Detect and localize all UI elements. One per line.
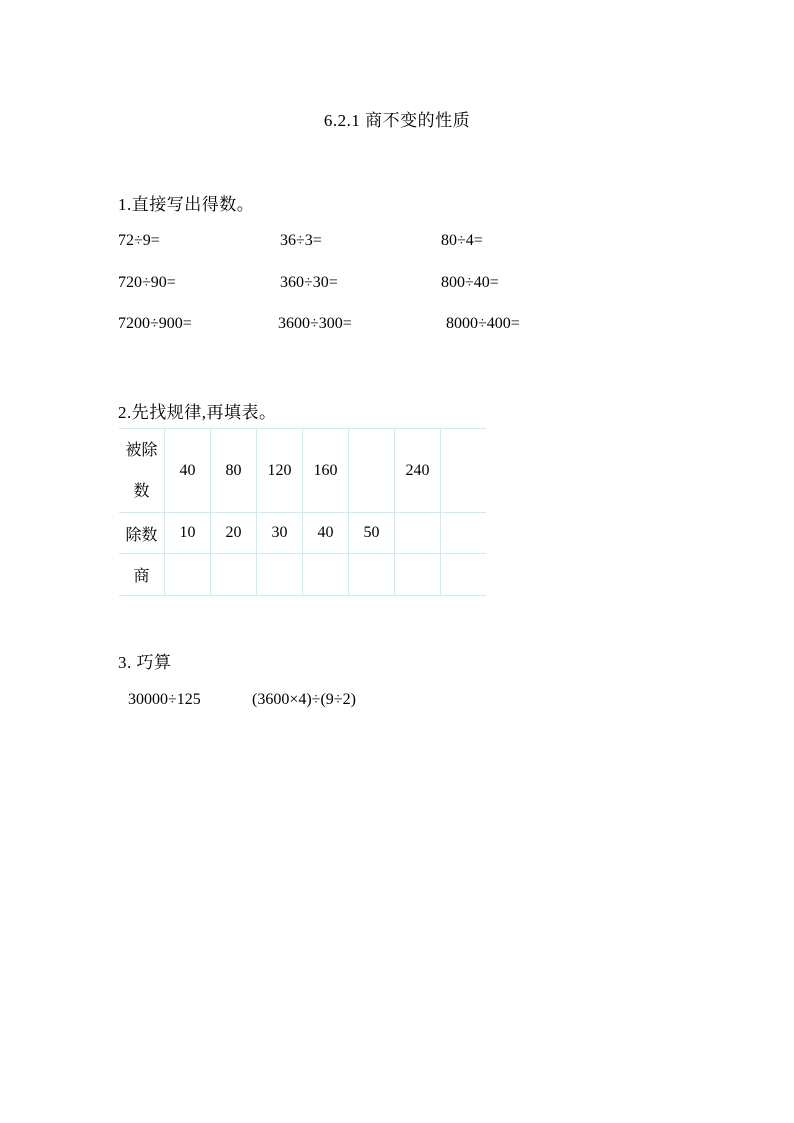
problem-3-1: 7200÷900=	[118, 315, 192, 332]
section-2-heading: 2.先找规律,再填表。	[118, 403, 277, 422]
quotient-cell-blank[interactable]	[257, 554, 303, 596]
row-label-dividend-line-1: 被除	[125, 441, 158, 459]
pattern-table	[119, 428, 486, 596]
table-row-quotient	[119, 554, 486, 596]
row-label-divisor: 除数	[119, 513, 165, 554]
problem-2-1: 720÷90=	[118, 274, 176, 291]
quotient-cell-blank[interactable]	[303, 554, 349, 596]
problem-1-3: 80÷4=	[441, 232, 483, 249]
divisor-cell: 50	[349, 513, 395, 554]
dividend-cell: 240	[395, 429, 441, 513]
dividend-cell-blank[interactable]	[349, 429, 395, 513]
table-row-dividend	[119, 429, 486, 513]
problem-2-3: 800÷40=	[441, 274, 499, 291]
dividend-cell: 120	[257, 429, 303, 513]
clever-calc-problem-2: (3600×4)÷(9÷2)	[252, 691, 356, 708]
clever-calc-problem-1: 30000÷125	[128, 691, 201, 708]
divisor-cell-blank[interactable]	[395, 513, 441, 554]
page-title: 6.2.1 商不变的性质	[323, 111, 471, 130]
problem-3-3: 8000÷400=	[446, 315, 520, 332]
problem-2-2: 360÷30=	[280, 274, 338, 291]
divisor-cell: 40	[303, 513, 349, 554]
divisor-cell: 20	[211, 513, 257, 554]
dividend-cell: 80	[211, 429, 257, 513]
quotient-cell-blank[interactable]	[441, 554, 487, 596]
divisor-cell: 30	[257, 513, 303, 554]
dividend-cell-blank[interactable]	[441, 429, 487, 513]
divisor-cell: 10	[165, 513, 211, 554]
problem-1-1: 72÷9=	[118, 232, 160, 249]
quotient-cell-blank[interactable]	[349, 554, 395, 596]
dividend-cell: 160	[303, 429, 349, 513]
divisor-cell-blank[interactable]	[441, 513, 487, 554]
section-3-heading: 3. 巧算	[118, 653, 172, 672]
row-label-dividend	[119, 429, 165, 513]
row-label-quotient: 商	[119, 554, 165, 596]
section-1-heading: 1.直接写出得数。	[118, 195, 255, 214]
quotient-cell-blank[interactable]	[395, 554, 441, 596]
table-row-divisor	[119, 513, 486, 554]
dividend-cell: 40	[165, 429, 211, 513]
row-label-dividend-line-2: 数	[133, 482, 150, 500]
problem-3-2: 3600÷300=	[278, 315, 352, 332]
quotient-cell-blank[interactable]	[165, 554, 211, 596]
quotient-cell-blank[interactable]	[211, 554, 257, 596]
problem-1-2: 36÷3=	[280, 232, 322, 249]
